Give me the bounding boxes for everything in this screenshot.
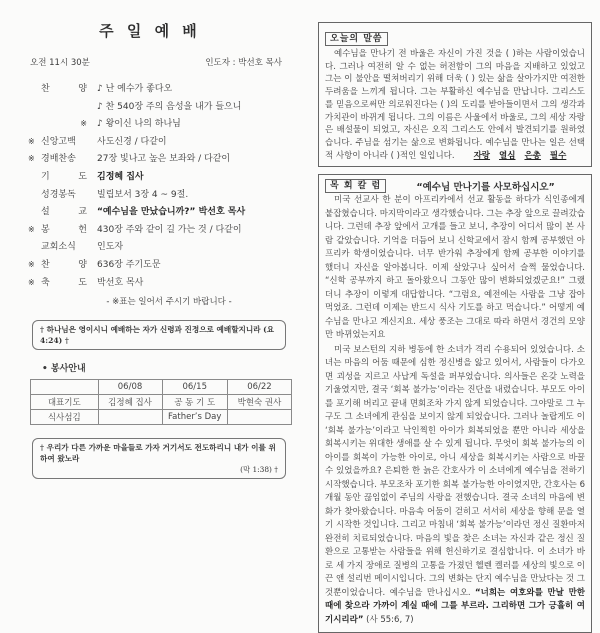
message-page: [300, 0, 600, 625]
order-label: 찬 양: [41, 259, 87, 270]
pastoral-column-title: 목 회 칼 럼: [325, 179, 386, 193]
table-cell: Father’s Day: [162, 410, 227, 425]
order-label: 교회소식: [41, 242, 76, 253]
order-content: ♪ 난 예수가 좋다오: [97, 84, 173, 94]
worship-order-list: [28, 81, 290, 292]
answer-words: [465, 151, 567, 161]
order-row-news: [28, 239, 290, 257]
order-row-praise-2: [28, 99, 290, 117]
stand-mark: ※: [28, 136, 35, 146]
stand-mark: ※: [28, 224, 35, 234]
order-content: 김정혜 집사: [97, 171, 144, 182]
pastoral-column-subtitle: “예수님 만나기를 사모하십시오”: [416, 182, 555, 194]
order-row-benediction: [28, 275, 290, 293]
page-title: 주 일 예 배: [99, 22, 201, 40]
order-row-lords-prayer: [28, 257, 290, 275]
order-row-creed: [28, 134, 290, 152]
todays-word-title: 오늘의 말씀: [325, 32, 388, 46]
closing-quote-reference: (사 55:6, 7): [366, 614, 414, 625]
stand-mark: ※: [28, 277, 35, 287]
order-label: 경배찬송: [41, 154, 76, 165]
closing-quote: “너희는 여호와를 만날 만한 때에 찾으라 가까이 계실 때에 그를 부르라. 그리하면 그가 긍휼히 여기시리라”: [325, 587, 585, 625]
stand-mark: ※: [28, 259, 35, 269]
service-info-row: [28, 56, 290, 68]
order-label: 성경봉독: [41, 189, 76, 200]
service-leader: 인도자 : 박선호 목사: [205, 58, 282, 68]
order-content: 636장 주기도문: [97, 259, 161, 270]
verse-text: † 우리가 다른 가까운 마을들로 가자 거기서도 전도하리니 내가 이를 위하여 왔노라: [40, 443, 276, 464]
order-content: 430장 주와 같이 길 가는 것 / 다같이: [97, 224, 242, 235]
order-row-praise-3: [28, 116, 290, 134]
verse-box-john-4-24: [32, 320, 286, 350]
todays-word-body: [325, 48, 585, 162]
order-content: 박선호 목사: [97, 277, 144, 288]
order-row-prayer: [28, 169, 290, 187]
header-cell: 06/22: [227, 380, 291, 395]
stand-mark: ※: [28, 154, 35, 164]
answer-word: 은총: [524, 150, 541, 161]
verse-reference: (막 1:38) †: [240, 465, 278, 475]
order-row-scripture: [28, 187, 290, 205]
table-cell: 박현숙 권사: [227, 395, 291, 410]
header-cell: 06/15: [162, 380, 227, 395]
service-guide-title: • 봉사안내: [42, 364, 86, 375]
column-paragraph-2-text: 미국 보스턴의 지하 병동에 한 소녀가 격리 수용되어 있었습니다. 소녀는 마음의 어둠 때문에 심한 정신병을 앓고 있어서, 사람들이 다가오면 괴성을 지르고 사납게 독설을 퍼부었습니다. 의사들은 온갖 노력을 기울였지만, 결국 ‘회복 불가능’이라는 진단을 내렸습니다. 부모도 아이를 포기해 버리고 끝내 면회조차 가지 않게 되었습니다. 그야말로 그 누구도 그 소녀에게 관심을 보이지 않게 되었습니다. 그러나 놀랍게도 이 ‘회복 불가능’이라고 낙인찍힌 아이가 회복되었을 뿐만 아니라 세상을 회복시키는 위대한 생애를 살 수 있게 됩니다. 무엇이 회복 불가능의 이 아이를 회복이 가능한 아이로, 아니 세상을 회복시키는 사람으로 바꿀 수 있었을까요? 은퇴한 한 늙은 간호사가 이 소녀에게 예수님을 전하기 시작했습니다. 부모조차 포기한 회복 불가능한 아이였지만, 간호사는 6개월 동안 끊임없이 주님의 사랑을 전했습니다. 결국 소녀의 마음에 변화가 찾아왔습니다. 마음속 어둠이 걷히고 서서히 세상을 향해 문을 열기 시작한 것입니다. 그리고 마침내 ‘회복 불가능’이라던 정신 질환마저 완전히 치료되었습니다. 마음의 빛을 찾은 소녀는 자신과 같은 정신 질환으로 고통받는 사람들을 위해 헌신하기로 결심합니다. 이 소녀가 바로 세 가지 장애로 질병의 고통을 가졌던 헬렌 켈러를 세상의 빛으로 이끈 앤 설리번 메이시입니다. 그의 변화는 단지 예수님을 만났다는 것 그것뿐이었습니다. 예수님을 만나십시오.: [325, 344, 585, 598]
order-content: 27장 빛나고 높은 보좌와 / 다같이: [97, 154, 231, 165]
order-content: “예수님을 만났습니까?” 박선호 목사: [97, 207, 246, 218]
order-row-hymn: [28, 151, 290, 169]
order-label: 찬 양: [41, 84, 87, 94]
answer-word: 열심: [499, 150, 516, 161]
order-content: ♪ 찬 540장 주의 음성을 내가 들으니: [97, 101, 242, 112]
order-row-sermon: [28, 204, 290, 222]
table-cell: 공 동 기 도: [162, 395, 227, 410]
order-content: ♪ 왕이신 나의 하나님: [97, 119, 181, 130]
order-row-praise: [28, 81, 290, 99]
todays-word-header: [325, 26, 585, 46]
todays-word-text: 예수님을 만나기 전 바울은 자신이 가진 것을 ( )하는 사람이었습니다. 그러나 여전히 알 수 없는 허전함이 그의 마음을 지배하고 있었고 그는 이 불안을 떨쳐버리기 위해 더욱 ( ) 있는 삶을 살아가지만 여전한 두려움을 느끼게 됩니다. 그는 부활하신 예수님을 만납니다. 그리스도를 믿음으로써만 의로워진다는 ( )의 도리를 받아들이면서 그의 생각과 가치관이 바뀌게 됩니다. 그의 이름은 사울에서 바울로, 그의 세상 자랑은 배설물이 되었고, 자신은 오직 그리스도 안에서 발견되기를 원하였습니다. 주님을 섬기는 삶으로 변화됩니다. 예수님을 만나는 일은 선택적 사항이 아니라 ( )적인 일입니다.: [325, 49, 585, 161]
order-content: 인도자: [97, 242, 124, 253]
order-label: 축 도: [41, 277, 87, 288]
pastoral-column-box: [318, 174, 592, 633]
table-cell: 김정혜 집사: [98, 395, 162, 410]
table-header-row: [31, 380, 292, 395]
order-label: 봉 헌: [41, 224, 87, 235]
answer-word: 자랑: [473, 150, 491, 161]
order-label: 기 도: [41, 171, 87, 182]
verse-box-mark-1-38: [32, 438, 286, 479]
order-label: 신앙고백: [41, 136, 76, 147]
table-row: [31, 395, 292, 410]
column-paragraph-2: [325, 344, 585, 628]
worship-order-page: [0, 0, 300, 475]
order-content: 빌립보서 3장 4 ~ 9절.: [97, 189, 189, 200]
verse-text: † 하나님은 영이시니 예배하는 자가 신령과 진정으로 예배할지니라 (요4:24) †: [40, 325, 275, 346]
stand-note: - ※표는 일어서 주시기 바랍니다 -: [106, 297, 232, 308]
header-cell: [31, 380, 99, 395]
column-paragraph-1: 미국 선교사 한 분이 아프리카에서 선교 활동을 하다가 식인종에게 붙잡혔습니다. 마지막이라고 생각했습니다. 그는 추장 앞으로 끌려갔습니다. 그런데 추장 앞에서 고개를 들고 보니, 추장이 어디서 많이 본 사람 같았습니다. 기억을 더듬어 보니 신학교에서 잠시 함께 공부했던 아프리카 학생이었습니다. 너무 반가워 추장에게 함께 공부한 이야기를 했더니 자신을 알아봅니다. 이제 살았구나 싶어서 슬쩍 물었습니다. “신학 공부까지 하고 돌아왔으니 그동안 많이 변화되었겠군요!” 그랬더니 추장이 이렇게 대답합니다. “그럼요, 예전에는 사람을 그냥 잡아먹었죠. 그런데 이제는 반드시 식사 기도를 하고 먹습니다.” 어떻게 예수님을 만나고 계신지요. 세상 풍조는 그대로 따라 하면서 경건의 모양만 바뀌었는지요: [325, 195, 585, 341]
row-label-cell: 식사섬김: [31, 410, 99, 425]
order-label: 설 교: [41, 207, 87, 218]
row-label-cell: 대표기도: [31, 395, 99, 410]
order-row-offering: [28, 222, 290, 240]
header-cell: 06/08: [98, 380, 162, 395]
order-content: 사도신경 / 다같이: [97, 136, 167, 147]
stand-mark: ※: [80, 119, 87, 129]
service-time: 오전 11시 30분: [30, 58, 90, 68]
table-row: [31, 410, 292, 425]
pastoral-column-header: [325, 179, 585, 193]
service-schedule-table: [30, 379, 292, 425]
table-cell: [98, 410, 162, 425]
todays-word-box: [318, 22, 592, 167]
table-cell: [227, 410, 291, 425]
answer-word: 필수: [549, 150, 567, 161]
